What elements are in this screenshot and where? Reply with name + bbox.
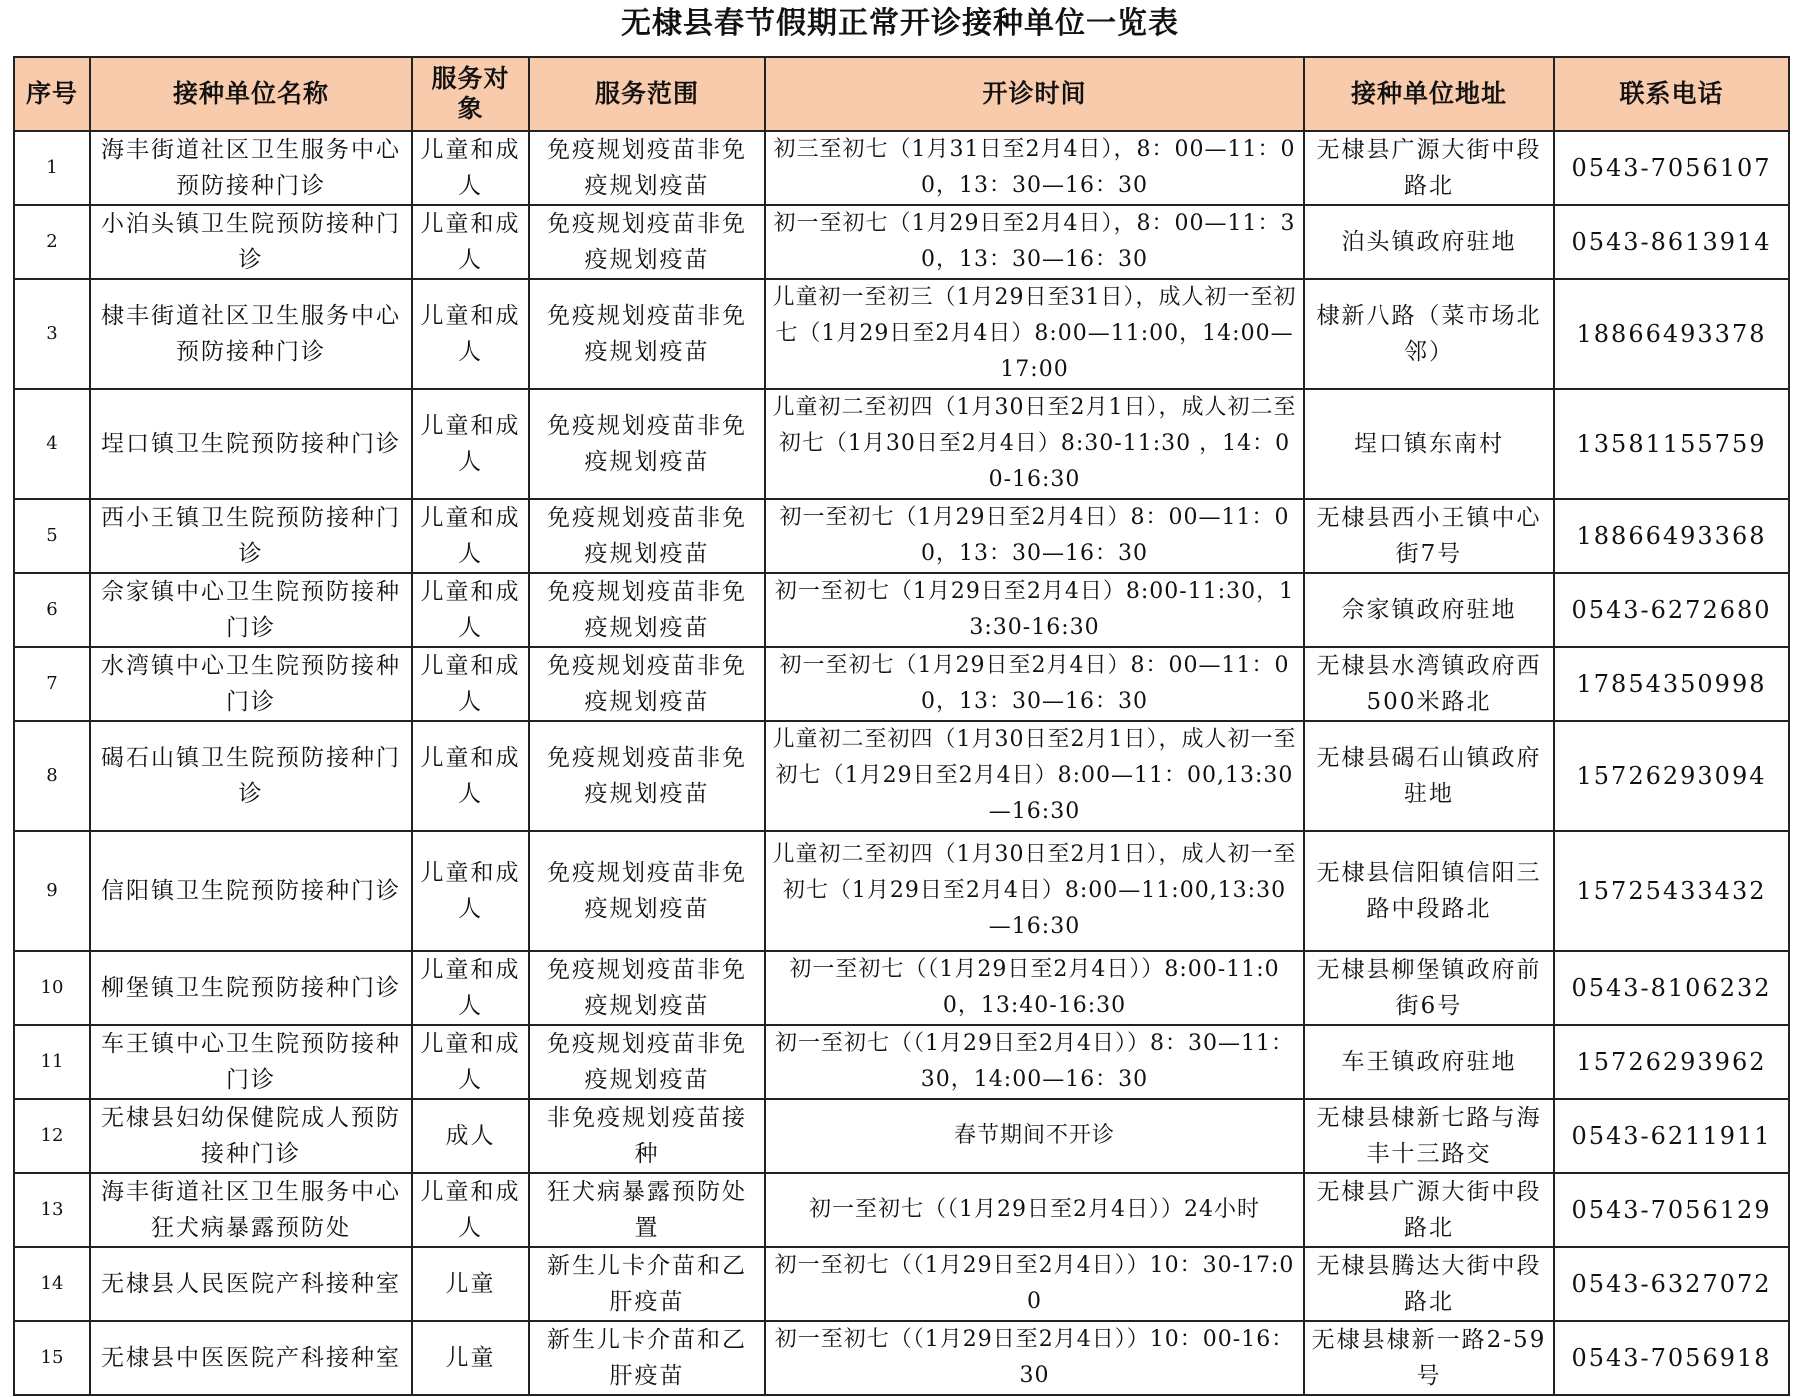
row-hours: 初一至初七（1月29日至2月4日）8：00—11：00，13：30—16：30 xyxy=(765,499,1304,573)
row-name: 车王镇中心卫生院预防接种门诊 xyxy=(90,1025,412,1099)
row-address: 无棣县棣新七路与海丰十三路交 xyxy=(1304,1099,1554,1173)
row-hours: 初一至初七（1月29日至2月4日）8:00-11:30，13:30-16:30 xyxy=(765,573,1304,647)
row-phone: 0543-8106232 xyxy=(1554,951,1789,1025)
table-row xyxy=(14,831,1789,951)
header-scope: 服务范围 xyxy=(529,57,765,131)
row-address: 无棣县信阳镇信阳三路中段路北 xyxy=(1304,831,1554,951)
row-address: 无棣县广源大街中段路北 xyxy=(1304,1173,1554,1247)
row-target: 儿童和成人 xyxy=(412,389,529,499)
header-hours: 开诊时间 xyxy=(765,57,1304,131)
table-row xyxy=(14,1321,1789,1395)
row-scope: 免疫规划疫苗非免疫规划疫苗 xyxy=(529,499,765,573)
row-num: 13 xyxy=(14,1173,90,1247)
row-address: 佘家镇政府驻地 xyxy=(1304,573,1554,647)
row-name: 无棣县妇幼保健院成人预防接种门诊 xyxy=(90,1099,412,1173)
header-num: 序号 xyxy=(14,57,90,131)
header-name: 接种单位名称 xyxy=(90,57,412,131)
row-hours: 初一至初七（（1月29日至2月4日））10：30-17:00 xyxy=(765,1247,1304,1321)
row-name: 海丰街道社区卫生服务中心狂犬病暴露预防处 xyxy=(90,1173,412,1247)
row-name: 无棣县人民医院产科接种室 xyxy=(90,1247,412,1321)
row-hours: 初一至初七（（1月29日至2月4日））24小时 xyxy=(765,1173,1304,1247)
row-phone: 0543-8613914 xyxy=(1554,205,1789,279)
row-target: 儿童和成人 xyxy=(412,499,529,573)
table-row xyxy=(14,499,1789,573)
row-address: 无棣县水湾镇政府西500米路北 xyxy=(1304,647,1554,721)
row-num: 11 xyxy=(14,1025,90,1099)
row-name: 无棣县中医医院产科接种室 xyxy=(90,1321,412,1395)
row-phone: 15726293094 xyxy=(1554,721,1789,831)
row-phone: 18866493378 xyxy=(1554,279,1789,389)
row-hours: 初一至初七（（1月29日至2月4日））8:00-11:00，13:40-16:30 xyxy=(765,951,1304,1025)
table-row xyxy=(14,573,1789,647)
row-target: 儿童和成人 xyxy=(412,1173,529,1247)
row-hours: 初一至初七（1月29日至2月4日）8：00—11：00，13：30—16：30 xyxy=(765,647,1304,721)
row-scope: 免疫规划疫苗非免疫规划疫苗 xyxy=(529,573,765,647)
table-row xyxy=(14,647,1789,721)
row-name: 西小王镇卫生院预防接种门诊 xyxy=(90,499,412,573)
row-num: 2 xyxy=(14,205,90,279)
table-row xyxy=(14,205,1789,279)
row-target: 成人 xyxy=(412,1099,529,1173)
row-hours: 儿童初二至初四（1月30日至2月1日），成人初一至初七（1月29日至2月4日）8:00—11:00,13:30—16:30 xyxy=(765,831,1304,951)
row-num: 4 xyxy=(14,389,90,499)
row-target: 儿童 xyxy=(412,1247,529,1321)
header-phone: 联系电话 xyxy=(1554,57,1789,131)
header-target: 服务对象 xyxy=(412,57,529,131)
row-num: 9 xyxy=(14,831,90,951)
row-hours: 儿童初二至初四（1月30日至2月1日），成人初二至初七（1月30日至2月4日）8:30-11:30 ，14：00-16:30 xyxy=(765,389,1304,499)
row-target: 儿童和成人 xyxy=(412,647,529,721)
row-phone: 15725433432 xyxy=(1554,831,1789,951)
table-row xyxy=(14,389,1789,499)
row-address: 棣新八路（菜市场北邻） xyxy=(1304,279,1554,389)
row-address: 泊头镇政府驻地 xyxy=(1304,205,1554,279)
row-target: 儿童和成人 xyxy=(412,131,529,205)
row-num: 6 xyxy=(14,573,90,647)
row-scope: 新生儿卡介苗和乙肝疫苗 xyxy=(529,1247,765,1321)
row-address: 无棣县广源大街中段路北 xyxy=(1304,131,1554,205)
table-row xyxy=(14,721,1789,831)
table-row xyxy=(14,1099,1789,1173)
row-target: 儿童 xyxy=(412,1321,529,1395)
row-phone: 18866493368 xyxy=(1554,499,1789,573)
row-target: 儿童和成人 xyxy=(412,279,529,389)
row-name: 埕口镇卫生院预防接种门诊 xyxy=(90,389,412,499)
row-phone: 17854350998 xyxy=(1554,647,1789,721)
row-name: 柳堡镇卫生院预防接种门诊 xyxy=(90,951,412,1025)
row-name: 小泊头镇卫生院预防接种门诊 xyxy=(90,205,412,279)
row-num: 1 xyxy=(14,131,90,205)
row-name: 佘家镇中心卫生院预防接种门诊 xyxy=(90,573,412,647)
row-scope: 免疫规划疫苗非免疫规划疫苗 xyxy=(529,951,765,1025)
row-scope: 免疫规划疫苗非免疫规划疫苗 xyxy=(529,647,765,721)
row-address: 埕口镇东南村 xyxy=(1304,389,1554,499)
row-scope: 免疫规划疫苗非免疫规划疫苗 xyxy=(529,389,765,499)
row-phone: 0543-6327072 xyxy=(1554,1247,1789,1321)
row-scope: 免疫规划疫苗非免疫规划疫苗 xyxy=(529,131,765,205)
row-hours: 儿童初一至初三（1月29日至31日），成人初一至初七（1月29日至2月4日）8:00—11:00，14:00—17:00 xyxy=(765,279,1304,389)
table-row xyxy=(14,1025,1789,1099)
row-num: 10 xyxy=(14,951,90,1025)
row-address: 无棣县棣新一路2-59号 xyxy=(1304,1321,1554,1395)
row-target: 儿童和成人 xyxy=(412,951,529,1025)
row-name: 信阳镇卫生院预防接种门诊 xyxy=(90,831,412,951)
row-scope: 免疫规划疫苗非免疫规划疫苗 xyxy=(529,1025,765,1099)
table-header-row xyxy=(14,57,1789,131)
table-row xyxy=(14,279,1789,389)
row-num: 8 xyxy=(14,721,90,831)
row-address: 无棣县西小王镇中心街7号 xyxy=(1304,499,1554,573)
table-row xyxy=(14,951,1789,1025)
row-address: 车王镇政府驻地 xyxy=(1304,1025,1554,1099)
row-name: 水湾镇中心卫生院预防接种门诊 xyxy=(90,647,412,721)
row-num: 7 xyxy=(14,647,90,721)
row-phone: 0543-7056918 xyxy=(1554,1321,1789,1395)
row-scope: 新生儿卡介苗和乙肝疫苗 xyxy=(529,1321,765,1395)
table-row xyxy=(14,1247,1789,1321)
row-name: 棣丰街道社区卫生服务中心预防接种门诊 xyxy=(90,279,412,389)
row-hours: 初一至初七（1月29日至2月4日），8：00—11：30，13：30—16：30 xyxy=(765,205,1304,279)
row-address: 无棣县柳堡镇政府前街6号 xyxy=(1304,951,1554,1025)
row-num: 14 xyxy=(14,1247,90,1321)
row-target: 儿童和成人 xyxy=(412,205,529,279)
row-hours: 春节期间不开诊 xyxy=(765,1099,1304,1173)
row-scope: 免疫规划疫苗非免疫规划疫苗 xyxy=(529,279,765,389)
row-scope: 狂犬病暴露预防处置 xyxy=(529,1173,765,1247)
row-target: 儿童和成人 xyxy=(412,831,529,951)
row-scope: 非免疫规划疫苗接种 xyxy=(529,1099,765,1173)
row-target: 儿童和成人 xyxy=(412,573,529,647)
row-phone: 0543-6211911 xyxy=(1554,1099,1789,1173)
row-hours: 初一至初七（（1月29日至2月4日））10：00-16：30 xyxy=(765,1321,1304,1395)
row-num: 12 xyxy=(14,1099,90,1173)
row-scope: 免疫规划疫苗非免疫规划疫苗 xyxy=(529,721,765,831)
row-address: 无棣县碣石山镇政府驻地 xyxy=(1304,721,1554,831)
table-row xyxy=(14,131,1789,205)
row-phone: 13581155759 xyxy=(1554,389,1789,499)
row-phone: 0543-6272680 xyxy=(1554,573,1789,647)
row-hours: 儿童初二至初四（1月30日至2月1日），成人初一至初七（1月29日至2月4日）8:00—11：00,13:30—16:30 xyxy=(765,721,1304,831)
row-phone: 0543-7056107 xyxy=(1554,131,1789,205)
row-num: 5 xyxy=(14,499,90,573)
vaccination-units-table xyxy=(13,56,1790,1396)
row-num: 15 xyxy=(14,1321,90,1395)
row-target: 儿童和成人 xyxy=(412,721,529,831)
header-address: 接种单位地址 xyxy=(1304,57,1554,131)
page-title: 无棣县春节假期正常开诊接种单位一览表 xyxy=(621,6,1179,41)
row-hours: 初一至初七（（1月29日至2月4日））8：30—11：30，14:00—16：30 xyxy=(765,1025,1304,1099)
row-scope: 免疫规划疫苗非免疫规划疫苗 xyxy=(529,205,765,279)
table-row xyxy=(14,1173,1789,1247)
row-name: 海丰街道社区卫生服务中心预防接种门诊 xyxy=(90,131,412,205)
row-name: 碣石山镇卫生院预防接种门诊 xyxy=(90,721,412,831)
row-hours: 初三至初七（1月31日至2月4日），8：00—11：00，13：30—16：30 xyxy=(765,131,1304,205)
row-address: 无棣县腾达大街中段路北 xyxy=(1304,1247,1554,1321)
row-num: 3 xyxy=(14,279,90,389)
row-target: 儿童和成人 xyxy=(412,1025,529,1099)
row-phone: 0543-7056129 xyxy=(1554,1173,1789,1247)
row-scope: 免疫规划疫苗非免疫规划疫苗 xyxy=(529,831,765,951)
row-phone: 15726293962 xyxy=(1554,1025,1789,1099)
